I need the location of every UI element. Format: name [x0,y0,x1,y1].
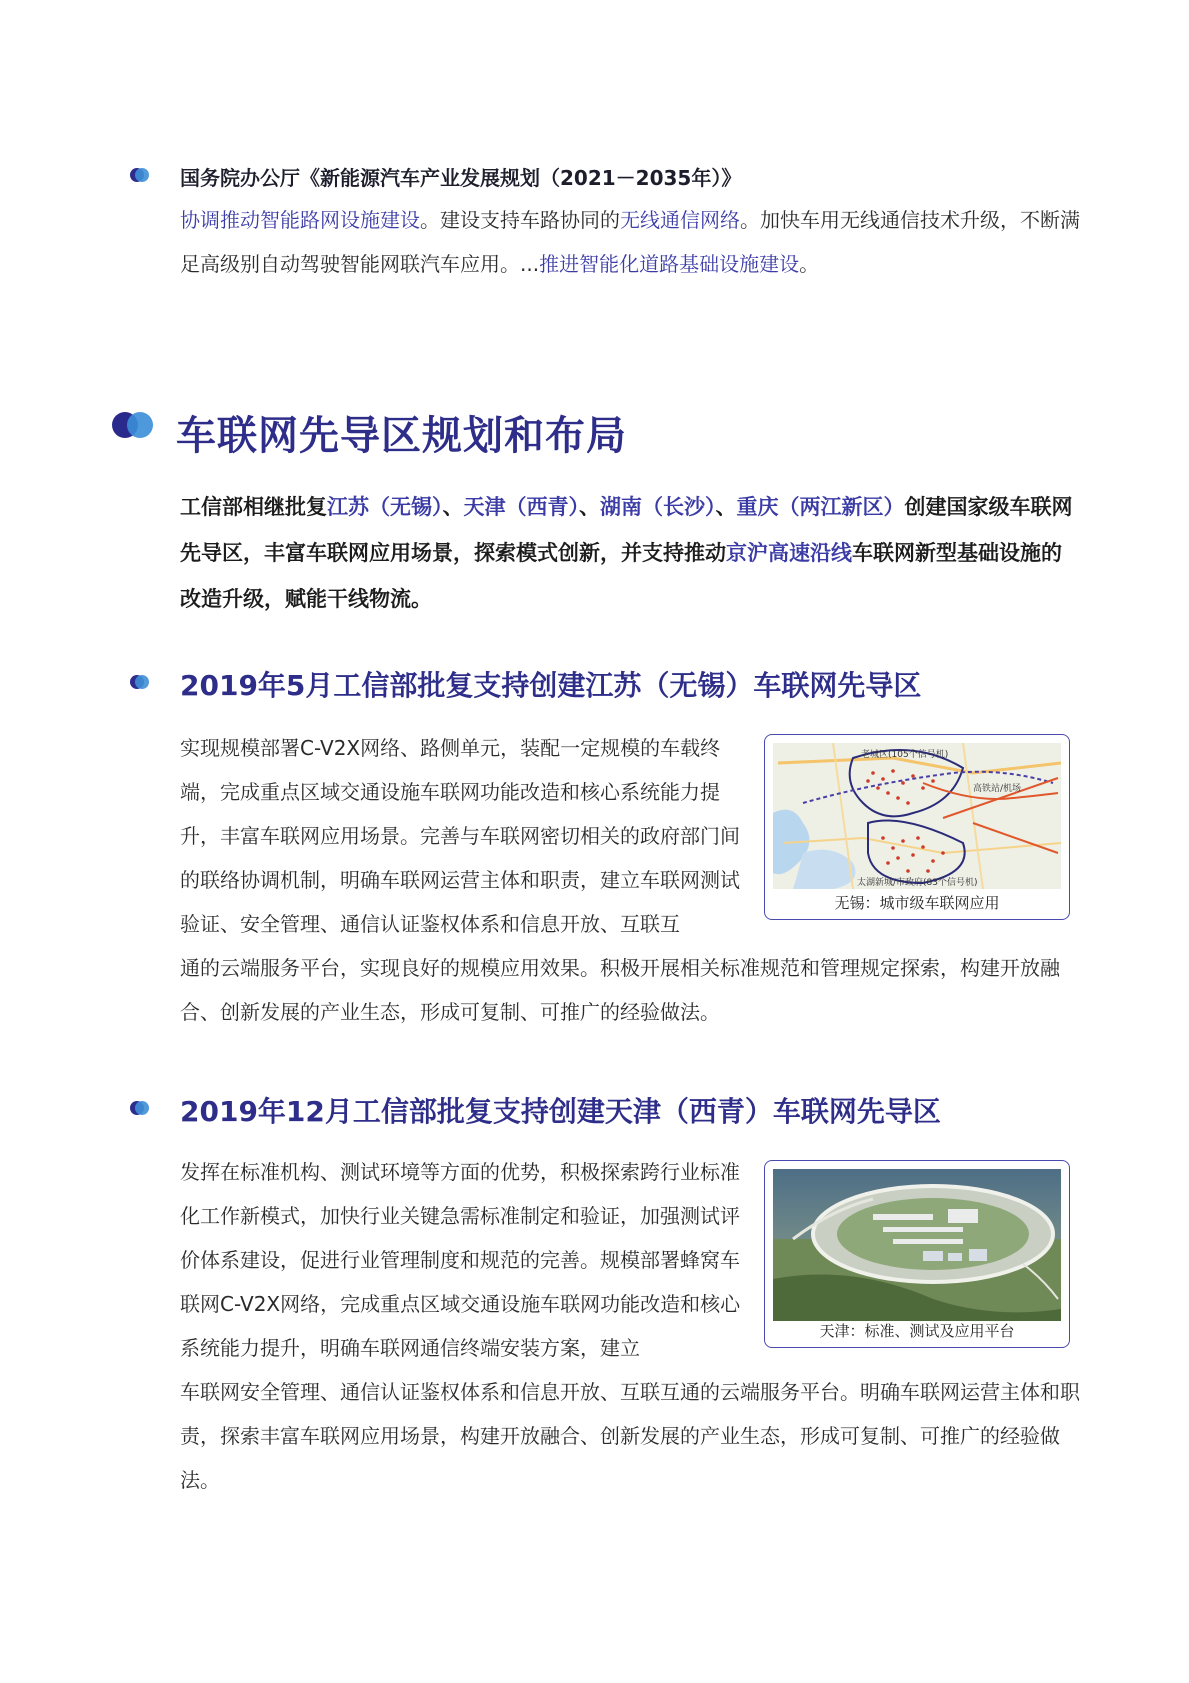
body-text: 。建设支持车路协同的 [420,208,620,232]
tianjin-track-image [773,1169,1061,1321]
highlight-text: 推进智能化道路基础设施建设 [539,252,800,276]
highlight-text: 协调推动智能路网设施建设 [180,208,420,232]
wuxi-body-full: 通的云端服务平台，实现良好的规模应用效果。积极开展相关标准规范和管理规定探索，构建开放融合、创新发展的产业生态，形成可复制、可推广的经验做法。 [180,956,1060,1024]
tianjin-caption: 天津：标准、测试及应用平台 [819,1322,1015,1340]
wuxi-map-image [773,743,1061,889]
highlight-text: 重庆（两江新区） [736,495,905,519]
tianjin-figure [764,1160,1070,1348]
wuxi-title: 2019年5月工信部批复支持创建江苏（无锡）车联网先导区 [180,669,922,702]
map-label-taihu: 太湖新城/市政府(83个信号机) [857,878,978,888]
section-title: 车联网先导区规划和布局 [176,413,627,459]
highlight-text: 江苏（无锡） [327,495,443,519]
body-text: 创建国家级车联网先导区，丰富车联网应用场景，探索模式创新，并支持推动 [180,495,1073,565]
tianjin-body-full: 车联网安全管理、通信认证鉴权体系和信息开放、互联互通的云端服务平台。明确车联网运营主体和职责，探索丰富车联网应用场景，构建开放融合、创新发展的产业生态，形成可复制、可推广的经验做法。 [180,1380,1080,1492]
section-bullet-icon [112,410,158,440]
highlight-text: 京沪高速沿线 [726,541,852,565]
policy-title: 国务院办公厅《新能源汽车产业发展规划（2021－2035年）》 [180,166,742,190]
bullet-icon [130,1098,150,1118]
highlight-text: 无线通信网络 [620,208,740,232]
body-text: 、 [442,495,464,519]
body-text: 、 [579,495,600,519]
tianjin-body-side: 发挥在标准机构、测试环境等方面的优势，积极探索跨行业标准化工作新模式，加快行业关键急需标准制定和验证，加强测试评价体系建设，促进行业管理制度和规范的完善。规模部署蜂窝车联网C-V2X网络，完成重点区域交通设施车联网功能改造和核心系统能力提升，明确车联网通信终端安装方案，建立 [180,1160,741,1360]
bullet-icon [130,672,150,692]
body-text: 车联网新型基础设施的改造升级，赋能干线物流。 [180,541,1062,611]
highlight-text: 湖南（长沙） [600,495,716,519]
wuxi-body-side: 实现规模部署C-V2X网络、路侧单元，装配一定规模的车载终端，完成重点区域交通设施车联网功能改造和核心系统能力提升，丰富车联网应用场景。完善与车联网密切相关的政府部门间的联络协调机制，明确车联网运营主体和职责，建立车联网测试验证、安全管理、通信认证鉴权体系和信息开放、互联互 [180,736,740,936]
policy-body [180,198,1080,286]
tianjin-title: 2019年12月工信部批复支持创建天津（西青）车联网先导区 [180,1095,941,1128]
body-text: 、 [715,495,737,519]
section-lead [180,484,1080,622]
highlight-text: 天津（西青） [463,495,579,519]
body-text: 工信部相继批复 [180,495,327,519]
wuxi-figure [764,734,1070,920]
body-text: 。加快车用无线通信技术升级，不断满足高级别自动驾驶智能网联汽车应用。... [180,208,1080,276]
body-text: 。 [799,252,820,276]
map-label-rail: 高铁站/机场 [973,784,1022,794]
map-label-old-city: 老城区(105个信号机) [861,750,949,760]
wuxi-caption: 无锡：城市级车联网应用 [834,894,1000,912]
bullet-icon [130,165,150,185]
